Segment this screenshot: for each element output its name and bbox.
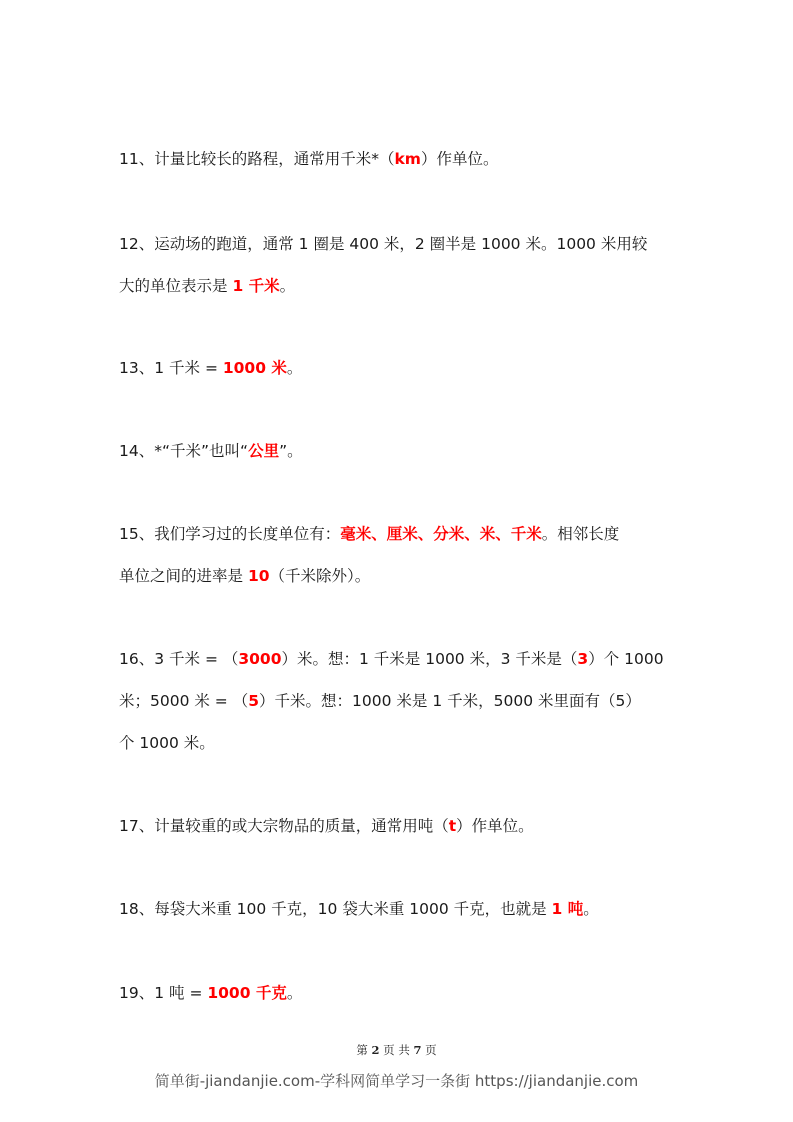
item-12-line-2 <box>119 276 295 296</box>
item-16-line-2 <box>119 691 641 711</box>
item-16-line-1 <box>119 649 664 669</box>
page-number: 第 2 页 共 7 页 <box>356 1043 437 1057</box>
text-segment: 。 <box>286 359 303 377</box>
answer-highlight: 公里 <box>248 442 280 460</box>
answer-highlight: t <box>448 817 457 835</box>
item-15-line-1 <box>119 524 619 544</box>
text-segment: 单位之间的进率是 <box>119 567 248 585</box>
text-segment: 大的单位表示是 <box>119 277 233 295</box>
answer-highlight: 1 吨 <box>551 900 584 918</box>
text-segment: 。相邻长度 <box>541 525 620 543</box>
item-18-line-1 <box>119 899 599 919</box>
text-segment: 12、运动场的跑道，通常 1 圈是 400 米，2 圈半是 1000 米。1000 米用较 <box>119 235 648 253</box>
site-watermark-text: 简单街-jiandanjie.com-学科网简单学习一条街 https://jiandanjie.com <box>154 1072 639 1090</box>
text-segment: 11、计量比较长的路程，通常用千米*（ <box>119 150 395 168</box>
answer-highlight: 1000 米 <box>222 359 287 377</box>
text-segment: 。 <box>279 277 296 295</box>
answer-highlight: 5 <box>248 692 260 710</box>
answer-highlight: 10 <box>247 567 270 585</box>
text-segment: （千米除外）。 <box>269 567 371 585</box>
text-segment: 13、1 千米 = <box>119 359 223 377</box>
text-segment: ）作单位。 <box>420 150 499 168</box>
text-segment: ）作单位。 <box>456 817 534 835</box>
answer-highlight: 毫米、厘米、分米、米、千米 <box>340 525 542 543</box>
item-15-line-2 <box>119 566 370 586</box>
item-12-line-1 <box>119 234 647 254</box>
text-segment: 17、计量较重的或大宗物品的质量，通常用吨（ <box>119 817 449 835</box>
answer-highlight: 1 千米 <box>232 277 280 295</box>
text-segment: ”。 <box>279 442 303 460</box>
text-segment: ）千米。想：1000 米是 1 千米，5000 米里面有（5） <box>259 692 641 710</box>
answer-highlight: 1000 千克 <box>207 984 287 1002</box>
text-segment: 19、1 吨 = <box>119 984 208 1002</box>
text-segment: 米；5000 米 = （ <box>119 692 249 710</box>
item-13-line-1 <box>119 358 302 378</box>
item-17-line-1 <box>119 816 534 836</box>
text-segment: 个 1000 米。 <box>119 734 215 752</box>
answer-highlight: 3000 <box>238 650 282 668</box>
text-segment: 。 <box>286 984 303 1002</box>
page-total: 7 <box>413 1043 422 1057</box>
item-16-line-3 <box>119 733 215 753</box>
item-19-line-1 <box>119 983 302 1003</box>
text-segment: 14、*“千米”也叫“ <box>119 442 249 460</box>
item-11-line-1 <box>119 149 498 169</box>
answer-highlight: km <box>394 150 421 168</box>
text-segment: 15、我们学习过的长度单位有： <box>119 525 341 543</box>
answer-highlight: 3 <box>577 650 589 668</box>
text-segment: 16、3 千米 = （ <box>119 650 239 668</box>
item-14-line-1 <box>119 441 303 461</box>
text-segment: 。 <box>583 900 599 918</box>
text-segment: 18、每袋大米重 100 千克，10 袋大米重 1000 千克，也就是 <box>119 900 552 918</box>
text-segment: ）米。想：1 千米是 1000 米，3 千米是（ <box>281 650 578 668</box>
text-segment: ）个 1000 <box>588 650 664 668</box>
page-current: 2 <box>371 1043 380 1057</box>
